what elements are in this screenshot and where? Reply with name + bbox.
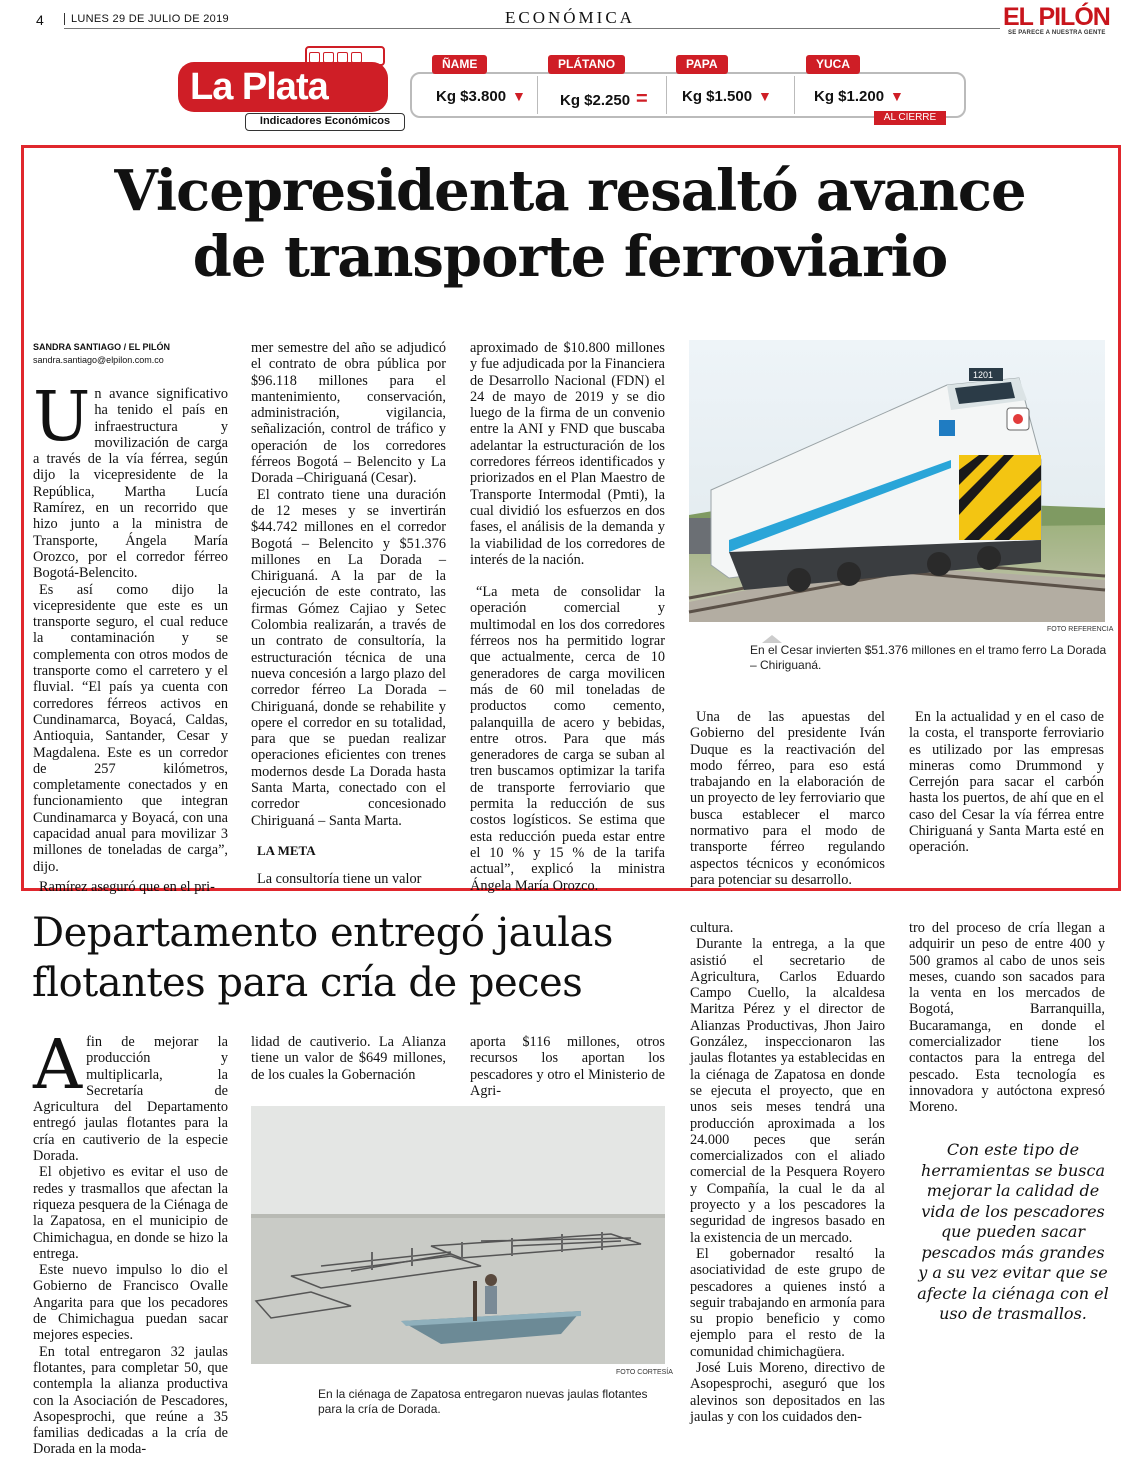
fish-cages-photo[interactable] [251, 1106, 665, 1364]
equal-icon: = [636, 88, 648, 110]
logo-tagline: SE PARECE A NUESTRA GENTE [1008, 30, 1106, 36]
newspaper-logo[interactable]: EL PILÓN [1003, 3, 1110, 31]
divider [537, 76, 538, 114]
photo-credit: FOTO CORTESÍA [616, 1369, 673, 1376]
price-value: Kg $3.800 [436, 88, 507, 105]
article2-column-4: cultura. Durante la entrega, a la que asistió el secretario de Agricultura, Carlos Eduardo Campo Cuello, la alcaldesa Maritza Pérez y el director de Alianzas Productivas, Jhon Jairo González, inspeccionaron las jaulas flotantes ya establecidas en la ciénaga de Zapatosa en donde se ejecuta el proyecto, que en unos seis meses tendrá una producción aproximada a los 24.000 peces que serán comercializados con el aliado comercial de la Pesquera Royero y Compañía, la cual le da al proyecto y a los pescadores la seguridad de ingresos basado en la existencia de un mercado. El gobernador resaltó la asociatividad de este grupo de pescadores a quienes instó a seguir trabajando en armonía para su propio beneficio y como ejemplo para el resto de la comunidad chimichagüera. José Luis Moreno, directivo de Asopesprochi, aseguró que los alevinos son depositados en las jaulas y con los cuidados den- [690, 920, 885, 1425]
price-label: PLÁTANO [548, 55, 625, 74]
page-number: 4 [36, 12, 44, 28]
author-email[interactable]: sandra.santiago@elpilon.com.co [33, 355, 164, 365]
la-plata-title: La Plata [190, 66, 328, 108]
locomotive-image [689, 340, 1105, 622]
price-item-papa [676, 57, 786, 118]
subheading: LA META [257, 842, 316, 858]
divider [666, 76, 667, 114]
price-label: PAPA [676, 55, 728, 74]
arrow-down-icon: ▼ [512, 88, 526, 104]
price-value: Kg $1.200 [814, 88, 885, 105]
divider [794, 76, 795, 114]
photo-credit: FOTO REFERENCIA [1047, 626, 1114, 633]
al-cierre-tag: AL CIERRE [874, 111, 946, 125]
cienaga-image [251, 1106, 665, 1364]
article2-column-5: tro del proceso de cría llegan a adquirir un peso de entre 400 y 500 gramos al cabo de unos seis meses, cuando son sacados para la venta en los mercados de Bogotá, Barranquilla, Bucaramanga, en donde el comercializador tiene los contactos para la entrega del pescado. Esta tecnología es innovadora y autóctona expresó Moreno. [909, 920, 1105, 1116]
train-photo[interactable] [689, 340, 1105, 622]
author-byline: SANDRA SANTIAGO / EL PILÓN [33, 342, 171, 352]
issue-date: LUNES 29 DE JULIO DE 2019 [64, 13, 229, 25]
article1-column-4: Una de las apuestas del Gobierno del presidente Iván Duque es la reactivación del modo férreo, para eso está trabajando en la elaboración de un proyecto de ley ferroviario que busca establecer el marco normativo para el modo de transporte férreo regulando aspectos técnicos y económicos para potenciar su desarrollo. [690, 709, 885, 888]
article2-column-2: lidad de cautiverio. La Alianza tiene un valor de $649 millones, de los cuales la Gobernación [251, 1034, 446, 1083]
price-item-platano [548, 57, 664, 118]
price-label: YUCA [806, 55, 860, 74]
photo-caption: En la ciénaga de Zapatosa entregaron nuevas jaulas flotantes para la cría de Dorada. [318, 1387, 648, 1416]
price-value: Kg $2.250 [560, 92, 631, 109]
photo-caption: En el Cesar invierten $51.376 millones en el tramo ferro La Dorada – Chiriguaná. [750, 643, 1107, 672]
arrow-down-icon: ▼ [758, 88, 772, 104]
caption-pointer [762, 635, 782, 643]
article1-column-3: aproximado de $10.800 millones y fue adjudicada por la Financiera de Desarrollo Nacional (FDN) el 24 de mayo de 2019 y se dio luego de la firma de un convenio entre la ANI y FND que buscaba adelantar la estructuración de los corredores férreos identificados y priorizados en el Plan Maestro de Transporte Intermodal (Pmti), la cual dividió los esfuerzos en dos fases, el análisis de la demanda y la viabilidad de los corredores de interés de la nación. “La meta de consolidar la operación comercial y multimodal en los dos corredores férreos nos ha permitido lograr que actualmente, cerca de 10 generadores de carga movilicen más de 60 mil toneladas de productos como cemento, palanquilla de acero y bebidas, entre otros. Para que más generadores de carga se suban al tren buscamos optimizar la tarifa de transporte ferroviario que permita la reducción de sus costos logísticos. Se estima que esta reducción pueda estar entre el 10 % y 15 % de la tarifa actual”, explicó la ministra Ángela María Orozco. [470, 340, 665, 894]
locomotive-number: 1201 [973, 370, 994, 380]
article1-headline[interactable]: Vicepresidenta resaltó avance de transporte ferroviario [114, 158, 1026, 290]
price-label: ÑAME [432, 55, 487, 74]
article1-column-5: En la actualidad y en el caso de la costa, el transporte ferroviario es utilizado por las empresas mineras como Drummond y Cerrejón para sacar el carbón hasta los puertos, de ahí que en el caso del Cesar la vía férrea entre Chiriguaná y Santa Marta esté en operación. [909, 709, 1104, 856]
article1-column-2: mer semestre del año se adjudicó el contrato de obra pública por $96.118 millones para el mantenimiento, conservación, administración, vigilancia, señalización, control de tráfico y operación de los corredores férreos Bogotá – Belencito y La Dorada –Chiriguaná (Cesar). El contrato tiene una duración de 12 meses y se invertirán $44.742 millones en el corredor Bogotá – Belencito y $51.376 millones en La Dorada – Chiriguaná. A la par de la ejecución de este contrato, las firmas Gómez Cajiao y Setec Colombia realizarán, a través de un contrato de consultoría, la estructuración técnica de una nueva concesión a largo plazo del corredor férreo La Dorada – Chiriguaná, donde se rehabilite y opere el corredor en su totalidad, para que se puedan realizar operaciones eficientes con trenes modernos desde La Dorada hasta Santa Marta, conectado con el corredor concesionado Chiriguaná – Santa Marta. LA META La consultoría tiene un valor [251, 340, 446, 888]
price-value: Kg $1.500 [682, 88, 753, 105]
section-name: ECONÓMICA [505, 8, 635, 27]
price-item-name [426, 57, 536, 118]
article2-column-3: aporta $116 millones, otros recursos los aportan los pescadores y otro el Ministerio de Agri- [470, 1034, 665, 1099]
article1-column-1: Un avance significativo ha tenido el país en infraestructura y movilización de carga a través de la vía férrea, según dijo la vicepresidente de la República, Martha Lucía Ramírez, en un recorrido que hizo junto a la ministra de Transporte, Ángela María Orozco, por el corredor férreo Bogotá-Belencito. Es así como dijo la vicepresidente que este es un transporte seguro, el cual reduce la contaminación y se complementa con otros modos de transporte como el carretero y el fluvial. “El país ya cuenta con corredores férreos activos en Cundinamarca, Boyacá, Caldas, Antioquia, Santander, Cesar y Magdalena. Este es un corredor de 257 kilómetros, completamente conectados y en funcionamiento que integran Cundinamarca y Boyacá, con una capacidad anual para movilizar 3 millones de toneladas de carga”, dijo. Ramírez aseguró que en el pri- [33, 378, 228, 895]
drop-cap: U [33, 378, 91, 457]
pull-quote: Con este tipo de herramientas se busca mejorar la calidad de vida de los pescadores que pueden sacar pescados más grandes y a su vez evitar que se afecte la ciénaga con el uso de trasmallos. [917, 1140, 1109, 1323]
article2-column-1: Afin de mejorar la producción y multiplicarla, la Secretaría de Agricultura del Departamento entregó jaulas flotantes para la cría en cautiverio de la especie Dorada. El objetivo es evitar el uso de redes y trasmallos que afectan la riqueza pesquera de la Ciénaga de la Zapatosa, en el municipio de Chimichagua, en donde se hizo la entrega. Este nuevo impulso lo dio el Gobierno de Francisco Ovalle Angarita para que los pecadores de Chimichagua puedan sacar mejores especies. En total entregaron 32 jaulas flotantes, para completar 50, que contempla la alianza productiva con la Asociación de Pescadores, Asopesprochi, que reúne a 35 familias dedicadas a la cría de Dorada en la moda- [33, 1026, 228, 1458]
header-rule [64, 28, 1000, 29]
arrow-down-icon: ▼ [890, 88, 904, 104]
drop-cap: A [33, 1026, 83, 1105]
la-plata-subtitle: Indicadores Económicos [245, 113, 405, 131]
article2-headline[interactable]: Departamento entregó jaulas flotantes para cría de peces [32, 910, 613, 1006]
